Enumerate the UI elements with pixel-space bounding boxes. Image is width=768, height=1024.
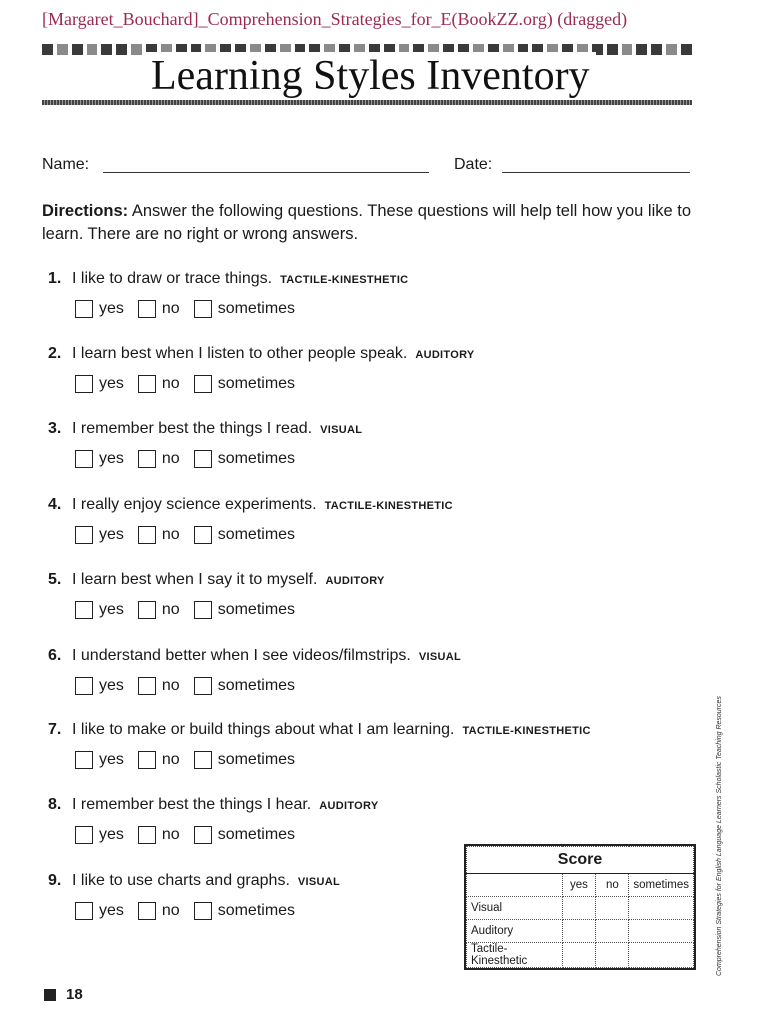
question-number: 8. <box>48 796 62 813</box>
name-label: Name: <box>42 156 90 173</box>
learning-style-tag: AUDITORY <box>415 349 475 361</box>
yes-checkbox[interactable] <box>75 601 93 619</box>
option-label: yes <box>99 902 124 919</box>
learning-style-tag: VISUAL <box>297 876 341 888</box>
no-checkbox[interactable] <box>138 375 156 393</box>
page-title: Learning Styles Inventory <box>145 52 596 100</box>
option-label: yes <box>99 450 124 467</box>
answer-options <box>75 749 688 771</box>
sometimes-checkbox[interactable] <box>194 902 212 920</box>
option-yes[interactable] <box>75 450 124 468</box>
option-no[interactable] <box>138 677 180 695</box>
option-sometimes[interactable] <box>194 751 295 769</box>
option-yes[interactable] <box>75 601 124 619</box>
question-5 <box>48 571 688 621</box>
directions <box>42 200 692 246</box>
score-title: Score <box>467 847 694 874</box>
score-cell[interactable] <box>629 897 694 920</box>
option-no[interactable] <box>138 450 180 468</box>
side-credit: Comprehension Strategies for English Language Learners Scholastic Teaching Resources <box>716 696 723 976</box>
question-number: 2. <box>48 345 62 362</box>
yes-checkbox[interactable] <box>75 902 93 920</box>
option-sometimes[interactable] <box>194 526 295 544</box>
option-sometimes[interactable] <box>194 300 295 318</box>
sometimes-checkbox[interactable] <box>194 751 212 769</box>
learning-style-tag: TACTILE-KINESTHETIC <box>462 725 591 737</box>
score-col-yes: yes <box>562 874 596 897</box>
question-1 <box>48 270 688 320</box>
option-sometimes[interactable] <box>194 826 295 844</box>
sometimes-checkbox[interactable] <box>194 450 212 468</box>
question-text: I learn best when I listen to other people speak. <box>72 345 408 362</box>
option-label: sometimes <box>217 526 296 543</box>
option-yes[interactable] <box>75 751 124 769</box>
option-label: yes <box>99 300 124 317</box>
answer-options <box>75 824 688 846</box>
question-line <box>48 345 688 367</box>
score-cell[interactable] <box>596 920 629 943</box>
option-sometimes[interactable] <box>194 601 295 619</box>
option-no[interactable] <box>138 526 180 544</box>
question-line <box>48 721 688 743</box>
sometimes-checkbox[interactable] <box>194 826 212 844</box>
score-col-no: no <box>596 874 629 897</box>
learning-style-tag: AUDITORY <box>319 800 379 812</box>
page-number <box>44 986 83 1003</box>
yes-checkbox[interactable] <box>75 300 93 318</box>
score-row-auditory: Auditory <box>467 920 563 943</box>
question-text: I remember best the things I hear. <box>72 796 312 813</box>
sometimes-checkbox[interactable] <box>194 601 212 619</box>
no-checkbox[interactable] <box>138 677 156 695</box>
question-number: 3. <box>48 420 62 437</box>
score-cell[interactable] <box>629 943 694 968</box>
learning-style-tag: AUDITORY <box>325 575 385 587</box>
option-label: no <box>161 601 180 618</box>
option-no[interactable] <box>138 300 180 318</box>
option-label: sometimes <box>217 601 296 618</box>
option-label: no <box>161 526 180 543</box>
answer-options <box>75 298 688 320</box>
option-sometimes[interactable] <box>194 677 295 695</box>
sometimes-checkbox[interactable] <box>194 526 212 544</box>
score-table <box>464 844 696 970</box>
option-yes[interactable] <box>75 526 124 544</box>
answer-options <box>75 599 688 621</box>
option-sometimes[interactable] <box>194 375 295 393</box>
score-col-sometimes: sometimes <box>629 874 694 897</box>
option-no[interactable] <box>138 601 180 619</box>
sometimes-checkbox[interactable] <box>194 677 212 695</box>
question-line <box>48 796 688 818</box>
date-label: Date: <box>454 156 493 173</box>
date-field[interactable] <box>502 172 690 173</box>
option-label: yes <box>99 677 124 694</box>
option-label: sometimes <box>217 751 296 768</box>
yes-checkbox[interactable] <box>75 450 93 468</box>
option-label: yes <box>99 826 124 843</box>
option-sometimes[interactable] <box>194 902 295 920</box>
learning-style-tag: TACTILE-KINESTHETIC <box>324 500 453 512</box>
yes-checkbox[interactable] <box>75 751 93 769</box>
directions-text: Answer the following questions. These questions will help tell how you like to learn. There are no right or wrong answers. <box>42 202 692 243</box>
learning-style-tag: TACTILE-KINESTHETIC <box>280 274 409 286</box>
option-label: no <box>161 826 180 843</box>
option-label: yes <box>99 751 124 768</box>
option-label: no <box>161 751 180 768</box>
question-number: 7. <box>48 721 62 738</box>
option-label: no <box>161 677 180 694</box>
question-number: 5. <box>48 571 62 588</box>
page-marker-square <box>44 989 56 1001</box>
score-cell[interactable] <box>562 920 596 943</box>
score-cell[interactable] <box>596 943 629 968</box>
score-cell[interactable] <box>629 920 694 943</box>
question-line <box>48 647 688 669</box>
option-no[interactable] <box>138 826 180 844</box>
question-text: I really enjoy science experiments. <box>72 496 317 513</box>
question-number: 6. <box>48 647 62 664</box>
option-yes[interactable] <box>75 902 124 920</box>
option-yes[interactable] <box>75 300 124 318</box>
option-yes[interactable] <box>75 826 124 844</box>
question-text: I like to draw or trace things. <box>72 270 273 287</box>
score-cell[interactable] <box>562 897 596 920</box>
question-text: I like to make or build things about what I am learning. <box>72 721 455 738</box>
option-label: sometimes <box>217 826 296 843</box>
option-sometimes[interactable] <box>194 450 295 468</box>
score-corner-cell <box>467 874 563 897</box>
yes-checkbox[interactable] <box>75 375 93 393</box>
option-label: no <box>161 450 180 467</box>
yes-checkbox[interactable] <box>75 826 93 844</box>
question-line <box>48 496 688 518</box>
option-yes[interactable] <box>75 677 124 695</box>
option-label: yes <box>99 526 124 543</box>
option-label: no <box>161 902 180 919</box>
no-checkbox[interactable] <box>138 902 156 920</box>
question-text: I understand better when I see videos/filmstrips. <box>72 647 411 664</box>
title-rule <box>42 100 692 105</box>
question-number: 9. <box>48 872 62 889</box>
name-field[interactable] <box>103 172 429 173</box>
sometimes-checkbox[interactable] <box>194 300 212 318</box>
question-number: 4. <box>48 496 62 513</box>
question-line <box>48 270 688 292</box>
score-row-tactile-kinesthetic: Tactile-Kinesthetic <box>467 943 563 968</box>
option-label: sometimes <box>217 450 296 467</box>
question-text: I learn best when I say it to myself. <box>72 571 318 588</box>
score-cell[interactable] <box>596 897 629 920</box>
option-no[interactable] <box>138 902 180 920</box>
option-label: sometimes <box>217 375 296 392</box>
question-2 <box>48 345 688 395</box>
question-number: 1. <box>48 270 62 287</box>
option-label: no <box>161 300 180 317</box>
question-line <box>48 420 688 442</box>
question-7 <box>48 721 688 771</box>
no-checkbox[interactable] <box>138 601 156 619</box>
directions-label: Directions: <box>42 202 129 220</box>
question-3 <box>48 420 688 470</box>
answer-options <box>75 373 688 395</box>
page-number-text: 18 <box>66 986 83 1003</box>
no-checkbox[interactable] <box>138 450 156 468</box>
question-text: I like to use charts and graphs. <box>72 872 290 889</box>
option-label: yes <box>99 375 124 392</box>
option-label: sometimes <box>217 902 296 919</box>
option-label: sometimes <box>217 677 296 694</box>
no-checkbox[interactable] <box>138 526 156 544</box>
no-checkbox[interactable] <box>138 826 156 844</box>
question-4 <box>48 496 688 546</box>
learning-style-tag: VISUAL <box>320 424 363 436</box>
no-checkbox[interactable] <box>138 751 156 769</box>
sometimes-checkbox[interactable] <box>194 375 212 393</box>
yes-checkbox[interactable] <box>75 677 93 695</box>
question-8 <box>48 796 688 846</box>
question-6 <box>48 647 688 697</box>
no-checkbox[interactable] <box>138 300 156 318</box>
score-row-visual: Visual <box>467 897 563 920</box>
learning-style-tag: VISUAL <box>418 651 461 663</box>
answer-options <box>75 524 688 546</box>
option-label: sometimes <box>217 300 296 317</box>
question-line <box>48 571 688 593</box>
window-title: [Margaret_Bouchard]_Comprehension_Strategies_for_E(BookZZ.org) (dragged) <box>42 9 628 29</box>
yes-checkbox[interactable] <box>75 526 93 544</box>
option-label: no <box>161 375 180 392</box>
option-yes[interactable] <box>75 375 124 393</box>
question-text: I remember best the things I read. <box>72 420 313 437</box>
option-label: yes <box>99 601 124 618</box>
answer-options <box>75 675 688 697</box>
score-cell[interactable] <box>562 943 596 968</box>
answer-options <box>75 448 688 470</box>
option-no[interactable] <box>138 375 180 393</box>
option-no[interactable] <box>138 751 180 769</box>
